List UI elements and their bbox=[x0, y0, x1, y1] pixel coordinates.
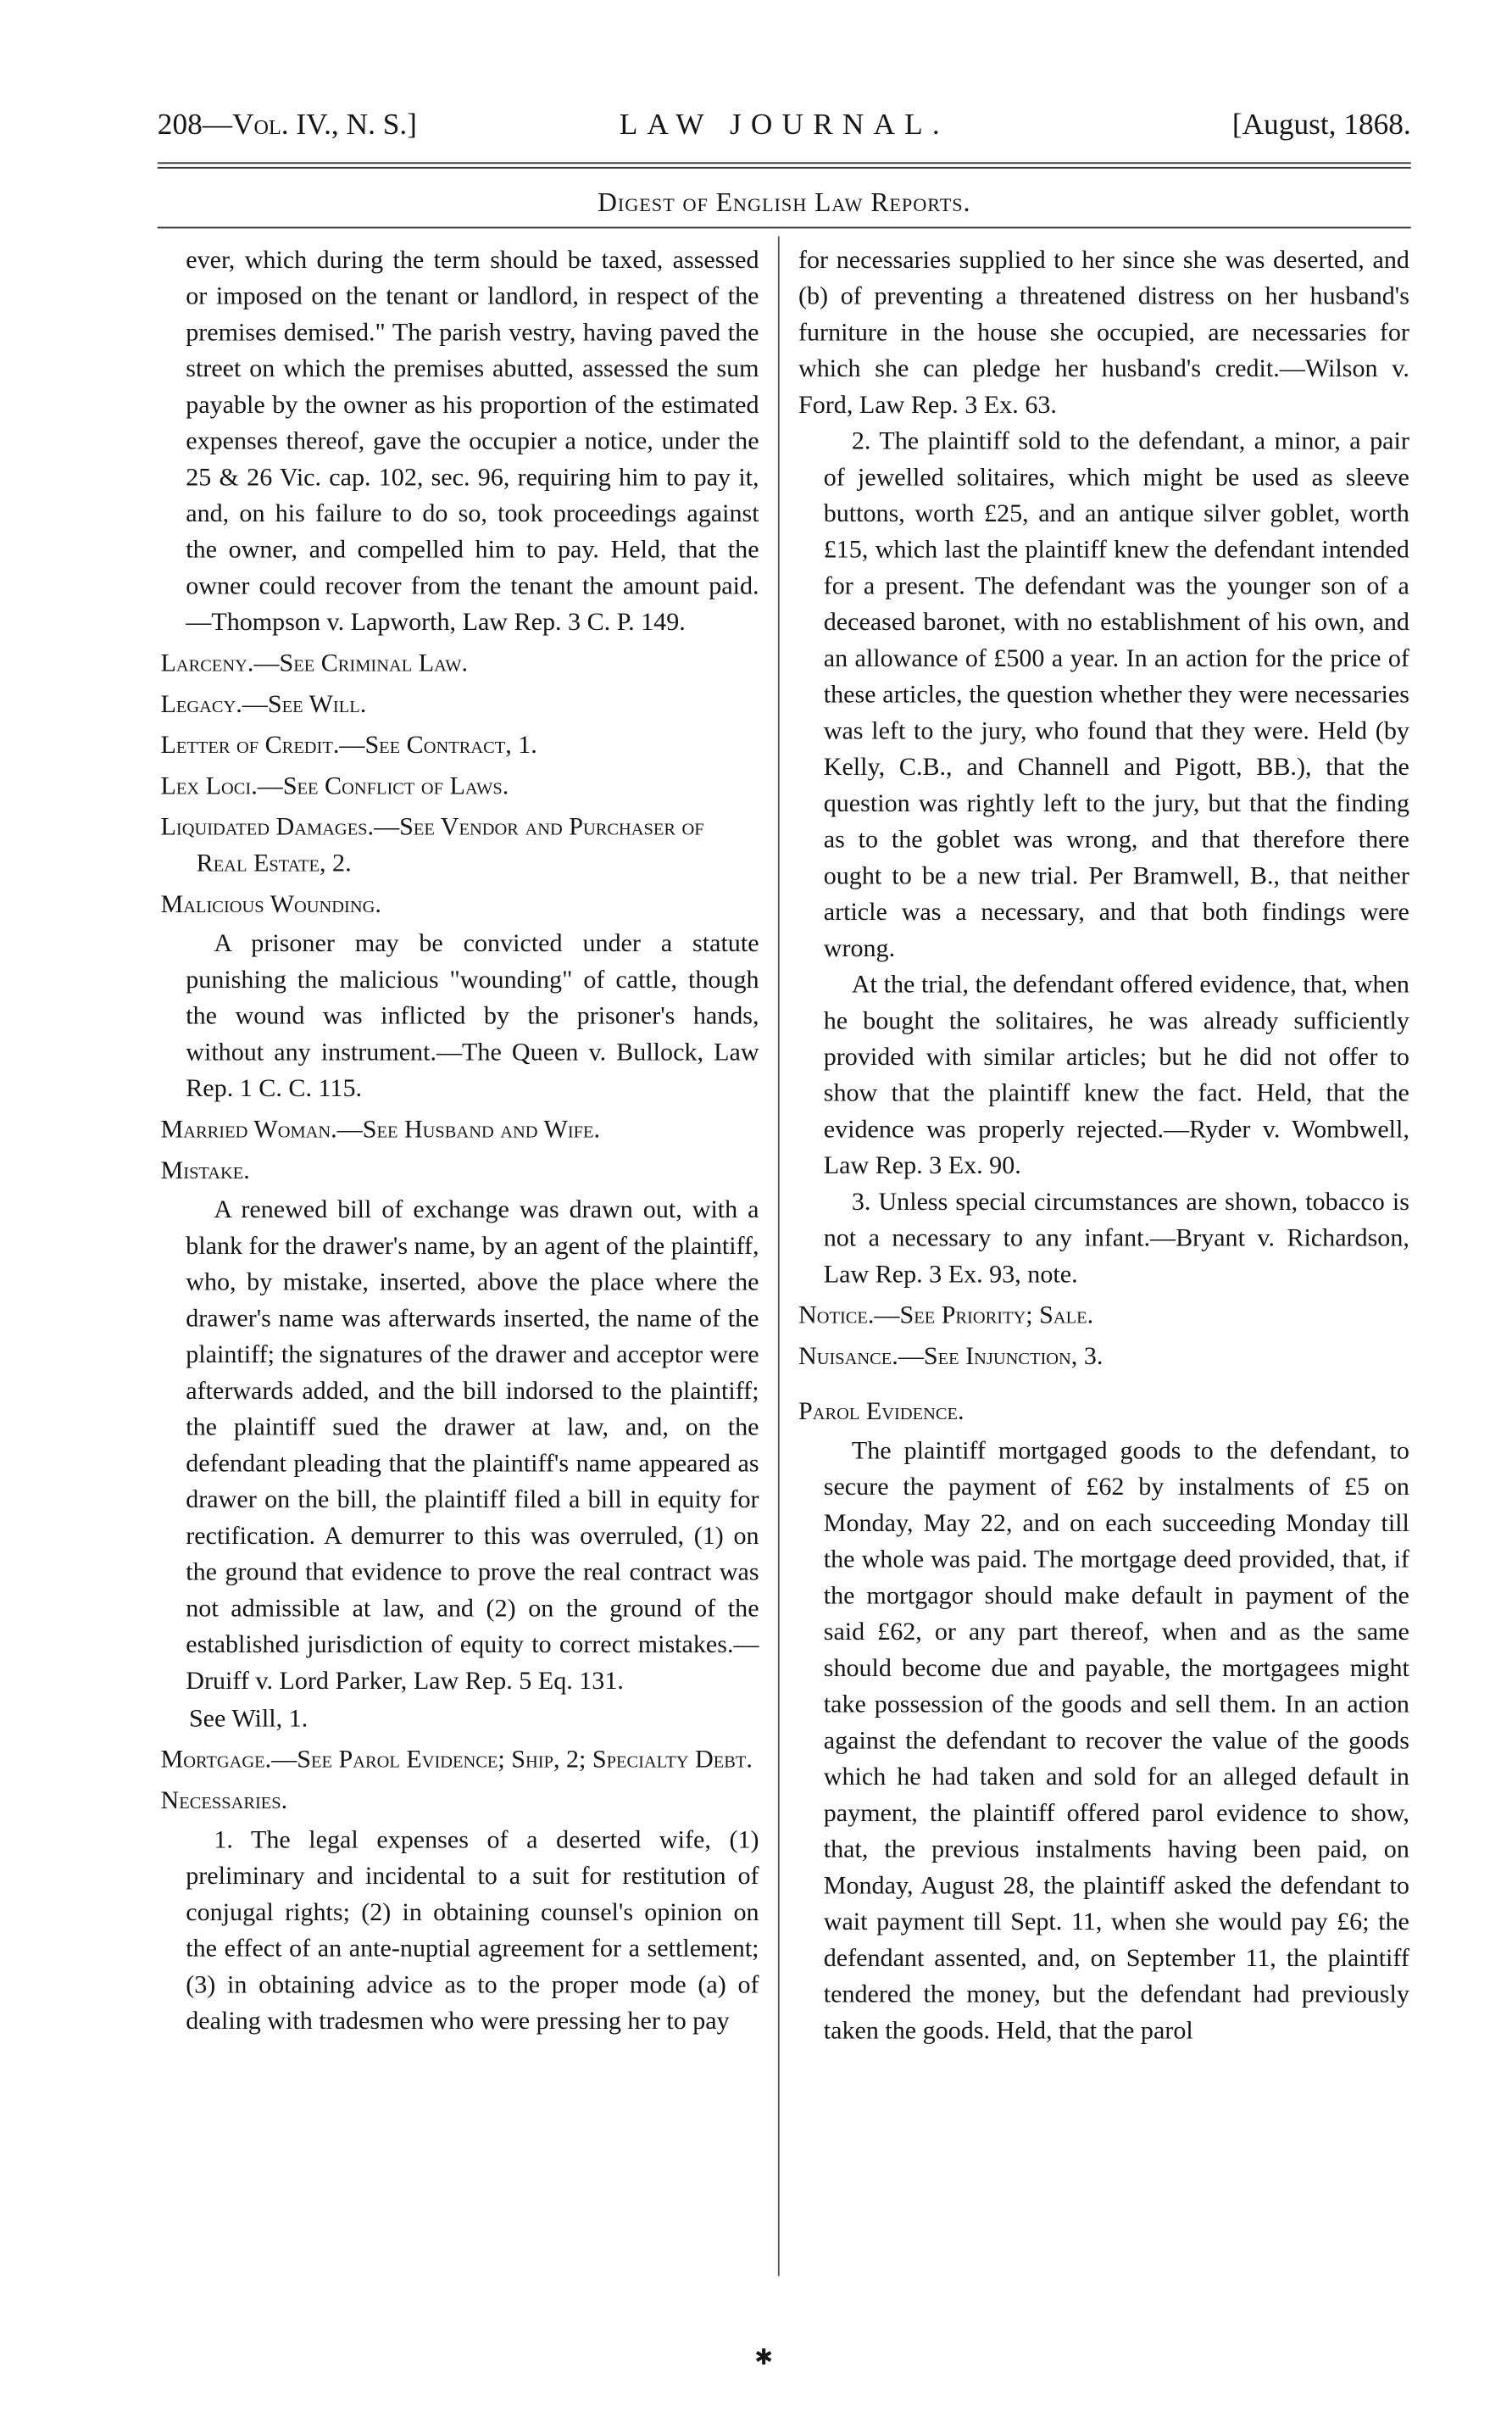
entry-married-woman: Married Woman.—See Husband and Wife. bbox=[160, 1115, 601, 1144]
entry-larceny: Larceny.—See Criminal Law. bbox=[160, 649, 469, 677]
entry-nuisance: Nuisance.—See Injunction, 3. bbox=[798, 1342, 1103, 1371]
running-head-volume: 208—Vol. IV., N. S.] bbox=[157, 109, 417, 142]
entry-legacy: Legacy.—See Will. bbox=[160, 689, 367, 719]
entry-lex-loci: Lex Loci.—See Conflict of Laws. bbox=[160, 771, 509, 800]
header-rule-lower bbox=[158, 167, 1411, 169]
necessaries-text: 1. The legal expenses of a deserted wife, (1) preliminary and incidental to a suit for restitution of conjugal rights; (2) in obtaining counsel's opinion on the effect of an ante-nuptial agreement for a settlement; (3) in obtaining advice as to the proper mode (a) of dealing with tradesmen who were pressing her to pay bbox=[186, 1825, 759, 2036]
mistake-see-also: See Will, 1. bbox=[188, 1704, 309, 1733]
left-column bbox=[161, 242, 759, 2040]
running-head-date: [August, 1868. bbox=[1231, 109, 1411, 142]
running-head-journal-title: LAW JOURNAL. bbox=[619, 109, 949, 142]
entry-necessaries: Necessaries. bbox=[160, 1785, 288, 1815]
entry-letter-of-credit: Letter of Credit.—See Contract, 1. bbox=[160, 731, 537, 760]
entry-parol-evidence: Parol Evidence. bbox=[798, 1397, 964, 1426]
parol-evidence-text: The plaintiff mortgaged goods to the defendant, to secure the payment of £62 by instalments of £5 on Monday, May 22, and on each succeeding Monday till the whole was paid. The mortgage deed provided, that, if the mortgagor should make default in payment of the said £62, or any part thereof, when and as the same should become due and payable, the mortgagees might take possession of the goods and sell them. In an action against the defendant to recover the value of the goods which he had taken and sold for an alleged default in payment, the plaintiff offered parol evidence to show, that, the previous instalments having been paid, on Monday, August 28, the plaintiff asked the defendant to wait payment till Sept. 11, when she would pay £6; the defendant assented, and, on September 11, the plaintiff tendered the money, but the defendant had previously taken the goods. Held, that the parol bbox=[823, 1436, 1409, 2045]
malicious-wounding-text: A prisoner may be convicted under a statute punishing the malicious "wounding" of cattle, though the wound was inflicted by the prisoner's hands, without any instrument.—The Queen v. Bullock, Law Rep. 1 C. C. 115. bbox=[186, 929, 759, 1103]
entry-mortgage: Mortgage.—See Parol Evidence; Ship, 2; Specialty Debt. bbox=[160, 1745, 753, 1774]
necessaries-continuation: for necessaries supplied to her since she was deserted, and (b) of preventing a threatened distress on her husband's furniture in the house she occupied, are necessaries for which she can pledge her husband's credit.—Wilson v. Ford, Law Rep. 3 Ex. 63. bbox=[798, 245, 1409, 420]
mistake-text: A renewed bill of exchange was drawn out, with a blank for the drawer's name, by an agent of the plaintiff, who, by mistake, inserted, above the place where the drawer's name was afterwards inserted, the name of the plaintiff; the signatures of the drawer and acceptor were afterwards added, and the bill indorsed to the plaintiff; the plaintiff sued the drawer at law, and, on the defendant pleading that the plaintiff's name appeared as drawer on the bill, the plaintiff filed a bill in equity for rectification. A demurrer to this was overruled, (1) on the ground that evidence to prove the real contract was not admissible at law, and (2) on the ground of the established jurisdiction of equity to correct mistakes.—Druiff v. Lord Parker, Law Rep. 5 Eq. 131. bbox=[186, 1195, 759, 1696]
column-divider bbox=[778, 237, 780, 2276]
entry-malicious-wounding: Malicious Wounding. bbox=[160, 889, 381, 919]
necessaries-case-2: 2. The plaintiff sold to the defendant, a minor, a pair of jewelled solitaires, which might be used as sleeve buttons, worth £25, and an antique silver goblet, worth £15, which last the plaintiff knew the defendant intended for a present. The defendant was the younger son of a deceased baronet, with no establishment of his own, and an allowance of £500 a year. In an action for the price of these articles, the question whether they were necessaries was left to the jury, who found that they were. Held (by Kelly, C.B., and Channell and Pigott, BB.), that the question was rightly left to the jury, but that the finding as to the goblet was wrong, and that therefore there ought to be a new trial. Per Bramwell, B., that neither article was a necessary, and that both findings were wrong. bbox=[823, 426, 1409, 963]
section-rule bbox=[158, 227, 1411, 229]
section-title: Digest of English Law Reports. bbox=[598, 187, 971, 218]
necessaries-case-3: 3. Unless special circumstances are shown, tobacco is not a necessary to any infant.—Bryant v. Richardson, Law Rep. 3 Ex. 93, note. bbox=[823, 1187, 1409, 1289]
running-head bbox=[158, 109, 1411, 147]
entry-liquidated-damages: Liquidated Damages.—See Vendor and Purchaser of Real Estate, 2. bbox=[160, 812, 704, 877]
entry-mistake: Mistake. bbox=[160, 1156, 250, 1185]
footer-mark: ✱ bbox=[754, 2347, 774, 2371]
right-column bbox=[798, 242, 1409, 2049]
lease-case-continuation: ever, which during the term should be taxed, assessed or imposed on the tenant or landlord, in respect of the premises demised." The parish vestry, having paved the street on which the premises abutted, assessed the sum payable by the owner as his proportion of the estimated expenses thereof, gave the occupier a notice, under the 25 & 26 Vic. cap. 102, sec. 96, requiring him to pay it, and, on his failure to do so, took proceedings against the owner, and compelled him to pay. Held, that the owner could recover from the tenant the amount paid.—Thompson v. Lapworth, Law Rep. 3 C. P. 149. bbox=[186, 245, 759, 637]
necessaries-trial: At the trial, the defendant offered evidence, that, when he bought the solitaires, he was already sufficiently provided with similar articles; but he did not offer to show that the plaintiff knew the fact. Held, that the evidence was properly rejected.—Ryder v. Wombwell, Law Rep. 3 Ex. 90. bbox=[823, 970, 1409, 1180]
header-rule-upper bbox=[158, 162, 1411, 164]
entry-notice: Notice.—See Priority; Sale. bbox=[798, 1301, 1094, 1330]
